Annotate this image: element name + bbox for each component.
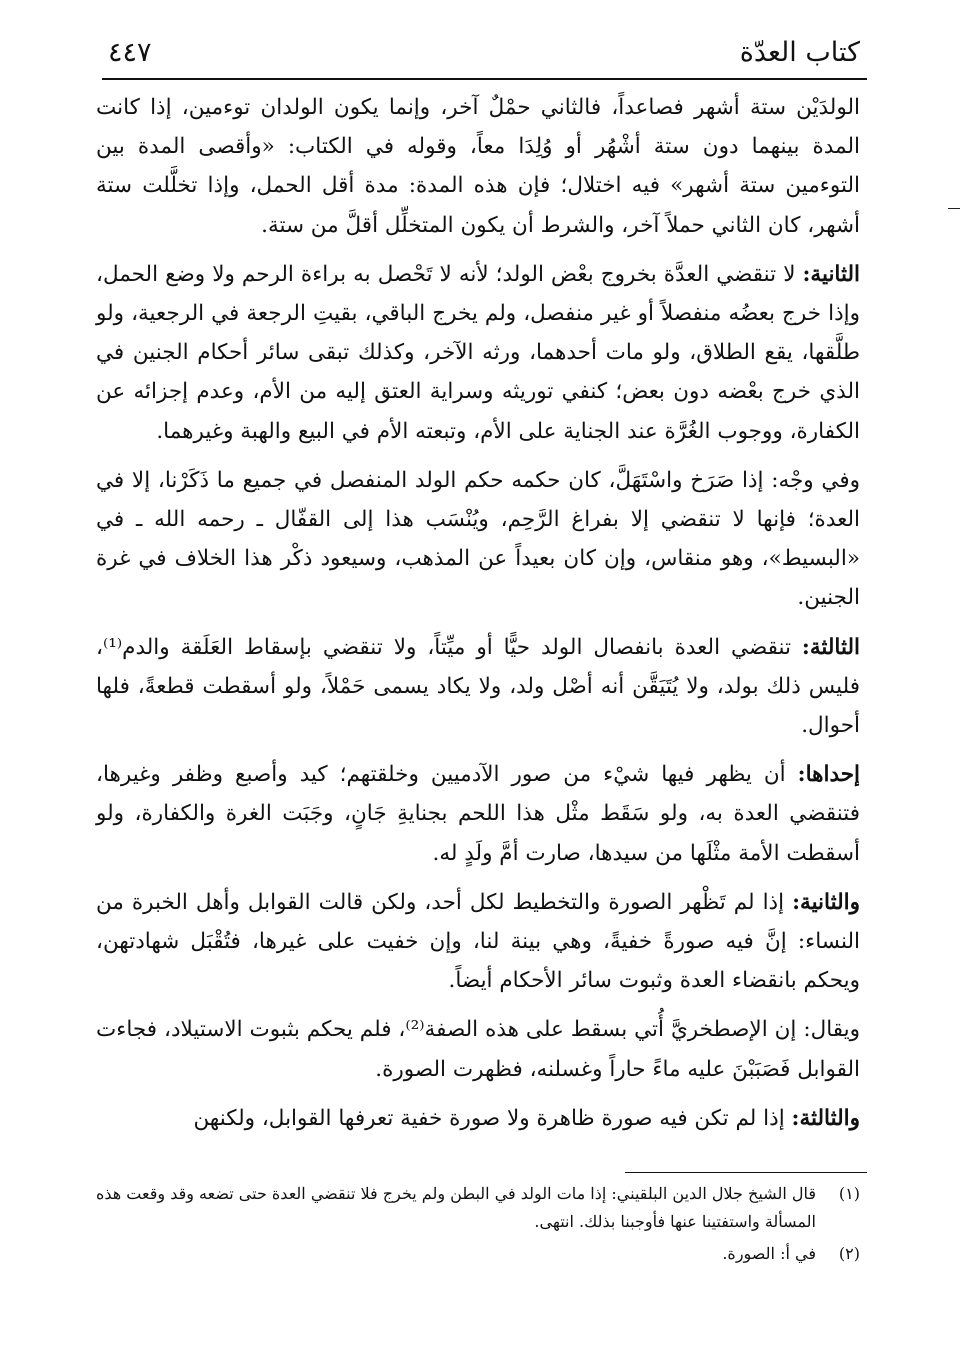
footnote-number: (٢) (838, 1244, 860, 1263)
paragraph-text: أن يظهر فيها شيْء من صور الآدميين وخلقتهم؛ كيد وأصبع وظفر وغيرها، فتنقضي العدة به، ولو سَقَط مثْل هذا اللحم بجنايةِ جَانٍ، وجَبَت الغرة والكفارة، ولو أسقطت الأمة مثْلَها من سيدها، صارت أمَّ ولَدٍ له. (96, 762, 860, 866)
paragraph (96, 1099, 860, 1138)
footnote-rule (625, 1172, 867, 1173)
paragraph (96, 88, 860, 245)
paragraph-heading: والثالثة: (791, 1105, 860, 1131)
paragraph-heading: والثانية: (792, 889, 860, 915)
paragraph (96, 628, 860, 746)
scan-edge-mark (948, 208, 960, 209)
footnote-text: قال الشيخ جلال الدين البلقيني: إذا مات الولد في البطن ولم يخرج فلا تنقضي العدة حتى تضعه وقد وقعت هذه المسألة واستفتينا عنها فأوجبنا بذلك. انتهى. (96, 1184, 816, 1231)
paragraph-text: لا تنقضي العدَّة بخروج بعْض الولد؛ لأنه لا تَحْصل به براءة الرحم ولا وضع الحمل، وإذا خرج بعضُه منفصلاً أو غير منفصل، ولم يخرج الباقي، بقيتِ الرجعة في الرجعية، ولو طلَّقها، يقع الطلاق، ولو مات أحدهما، ورثه الآخر، وكذلك تبقى سائر أحكام الجنين في الذي خرج بعْضه دون بعض؛ كنفي توريثه وسراية العتق إليه من الأم، وعدم إجزائه عن الكفارة، ووجوب الغُرَّة عند الجناية على الأم، وتبعته الأم في البيع والهبة وغيرهما. (96, 261, 860, 444)
paragraph (96, 461, 860, 618)
footnote-text: في أ: الصورة. (722, 1244, 816, 1263)
paragraph (96, 883, 860, 1001)
paragraph (96, 1010, 860, 1088)
page-number: ٤٤٧ (108, 37, 152, 68)
footnotes (96, 1180, 860, 1272)
paragraph (96, 255, 860, 451)
header-rule (102, 78, 867, 80)
paragraph-heading: الثانية: (802, 261, 860, 287)
paragraph-text: تنقضي العدة بانفصال الولد حيًّا أو ميِّتاً، ولا تنقضي بإسقاط العَلَقة والدم⁽¹⁾، فليس ذلك بولد، ولا يُتَيَقَّن أنه أصْل ولد، ولا يكاد يسمى حَمْلاً، ولو أسقطت قطعةً، فلها أحوال. (96, 634, 860, 739)
running-header-title: كتاب العدّة (739, 37, 860, 68)
footnote-number: (١) (838, 1184, 860, 1203)
paragraph-heading: إحداها: (797, 762, 860, 788)
paragraph-text: إذا لم تكن فيه صورة ظاهرة ولا صورة خفية تعرفها القوابل، ولكنهن (193, 1105, 785, 1131)
paragraph-text: ويقال: إن الإصطخريَّ أُتي بسقط على هذه الصفة⁽²⁾، فلم يحكم بثبوت الاستيلاد، فجاءت القوابل فَصَبَبْنَ عليه ماءً حاراً وغسلنه، فظهرت الصورة. (96, 1017, 860, 1082)
paragraph-text: الولدَيْن ستة أشهر فصاعداً، فالثاني حمْلٌ آخر، وإنما يكون الولدان توءمين، إذا كانت المدة بينهما دون ستة أشْهُر أو وُلِدَا معاً، وقوله في الكتاب: «وأقصى المدة بين التوءمين ستة أشهر» فيه اختلال؛ فإن هذه المدة: مدة أقل الحمل، وإذا تخلَّلت ستة أشهر، كان الثاني حملاً آخر، والشرط أن يكون المتخلِّل أقلَّ من ستة. (96, 95, 860, 238)
paragraph-text: وفي وجْه: إذا صَرَخ واسْتَهَلَّ، كان حكمه حكم الولد المنفصل في جميع ما ذَكَرْنا، إلا في العدة؛ فإنها لا تنقضي إلا بفراغ الرَّحِم، ويُنْسَب هذا إلى القفّال ـ رحمه الله ـ في «البسيط»، وهو منقاس، وإن كان بعيداً عن المذهب، وسيعود ذكْر هذا الخلاف في غرة الجنين. (96, 467, 860, 611)
footnote (96, 1240, 860, 1268)
main-text (96, 88, 860, 1148)
footnote (96, 1180, 860, 1236)
paragraph-heading: الثالثة: (801, 634, 860, 660)
paragraph-text: إذا لم تَظْهر الصورة والتخطيط لكل أحد، ولكن قالت القوابل وأهل الخبرة من النساء: إنَّ فيه صورةً خفيةً، وهي بينة لنا، وإن خفيت على غيرها، فتُقْبَل شهادتهن، ويحكم بانقضاء العدة وثبوت سائر الأحكام أيضاً. (96, 889, 860, 994)
paragraph (96, 755, 860, 873)
